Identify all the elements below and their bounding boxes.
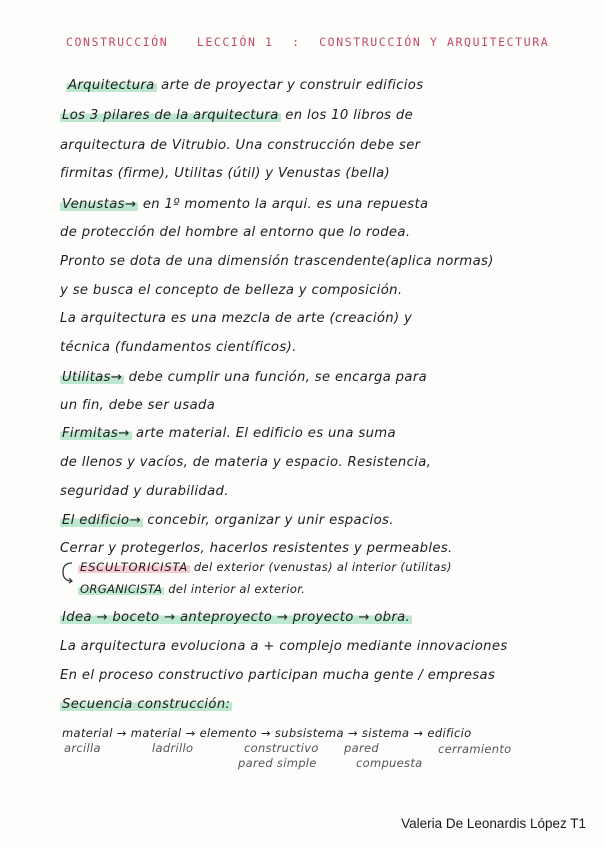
- note-line: [60, 610, 412, 625]
- title-lesson: LECCIÓN 1: [196, 35, 274, 49]
- note-line: de llenos y vacíos, de materia y espacio. Resistencia,: [60, 455, 432, 470]
- note-line: La arquitectura evoluciona a + complejo mediante innovaciones: [60, 639, 508, 654]
- example-label: pared: [344, 741, 379, 755]
- note-line: seguridad y durabilidad.: [60, 484, 229, 499]
- note-text: en 1º momento la arqui. es una repuesta: [138, 197, 429, 212]
- note-line: Cerrar y protegerlos, hacerlos resistentes y permeables.: [60, 541, 453, 556]
- term-highlight: Utilitas→: [62, 370, 123, 385]
- term-highlight: Venustas→: [62, 197, 137, 212]
- note-line: material → material → elemento → subsistema → sistema → edificio: [62, 726, 472, 740]
- note-line: [60, 513, 394, 528]
- term-highlight: Arquitectura: [68, 78, 155, 93]
- title-topic: CONSTRUCCIÓN Y ARQUITECTURA: [319, 35, 550, 49]
- term-highlight: Los 3 pilares de la arquitectura: [62, 108, 279, 123]
- note-line: de protección del hombre al entorno que lo rodea.: [60, 225, 411, 240]
- example-label: ladrillo: [152, 741, 194, 755]
- note-line: firmitas (firme), Utilitas (útil) y Venustas (bella): [60, 166, 391, 181]
- note-line: [60, 697, 232, 712]
- page-title: [66, 35, 549, 49]
- note-line: La arquitectura es una mezcla de arte (creación) y: [60, 311, 413, 326]
- note-line: [78, 560, 452, 574]
- note-line: Pronto se dota de una dimensión trascendente(aplica normas): [60, 254, 494, 269]
- term-highlight: El edificio→: [62, 513, 141, 528]
- note-line: y se busca el concepto de belleza y composición.: [60, 283, 403, 298]
- note-text: del interior al exterior.: [164, 582, 306, 596]
- example-label: constructivo: [244, 741, 319, 755]
- note-text: del exterior (venustas) al interior (utilitas): [189, 560, 452, 574]
- note-line: un fin, debe ser usada: [60, 398, 216, 413]
- note-text: arte de proyectar y construir edificios: [156, 78, 424, 93]
- term-highlight: ORGANICISTA: [80, 582, 163, 596]
- title-separator: :: [292, 35, 301, 49]
- note-line: [60, 426, 396, 441]
- note-text: en los 10 libros de: [280, 108, 414, 123]
- note-line: En el proceso constructivo participan mucha gente / empresas: [60, 668, 496, 683]
- example-label: arcilla: [64, 741, 101, 755]
- note-line: [66, 78, 423, 93]
- note-text: arte material. El edificio es una suma: [131, 426, 396, 441]
- title-course: CONSTRUCCIÓN: [66, 35, 169, 49]
- note-line: [78, 582, 305, 596]
- branch-arrow-icon: [60, 560, 74, 584]
- term-highlight: ESCULTORICISTA: [80, 560, 188, 574]
- note-line: [60, 108, 413, 123]
- note-line: [60, 370, 427, 385]
- example-label: compuesta: [356, 756, 423, 770]
- term-highlight: Secuencia construcción:: [62, 697, 231, 712]
- note-text: debe cumplir una función, se encarga para: [124, 370, 428, 385]
- example-label: pared simple: [238, 756, 317, 770]
- example-label: cerramiento: [438, 742, 512, 756]
- note-text: concebir, organizar y unir espacios.: [142, 513, 394, 528]
- author-signature: Valeria De Leonardis López T1: [401, 816, 586, 831]
- note-line: [60, 197, 428, 212]
- note-line: arquitectura de Vitrubio. Una construcción debe ser: [60, 138, 421, 153]
- note-line: técnica (fundamentos científicos).: [60, 340, 297, 355]
- term-highlight: Firmitas→: [62, 426, 130, 441]
- sequence-highlight: Idea → boceto → anteproyecto → proyecto → obra.: [62, 610, 411, 625]
